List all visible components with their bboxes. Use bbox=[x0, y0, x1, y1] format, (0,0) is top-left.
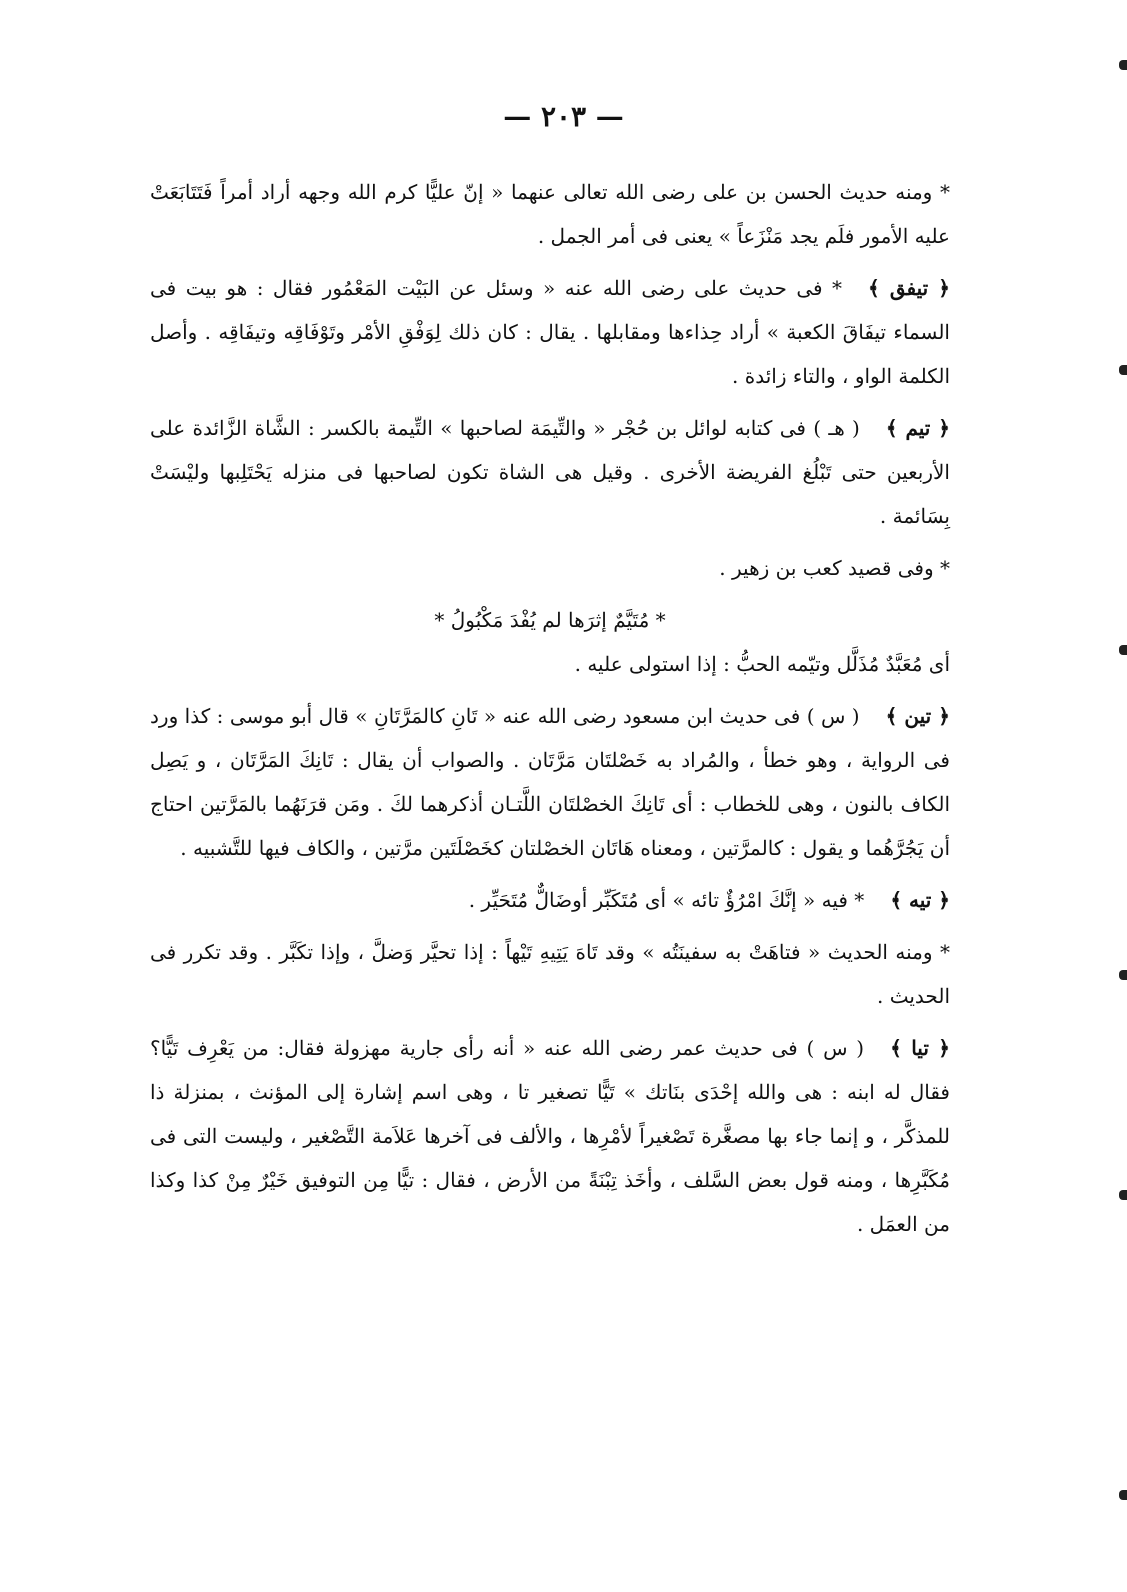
entry-paragraph bbox=[150, 930, 950, 1018]
page-number: — ٢٠٣ — bbox=[503, 100, 624, 133]
entry-text: ( هـ ) فى كتابه لوائل بن حُجْر « والتِّيمَة لصاحبها » التِّيمة بالكسر : الشَّاة الزَّائدة على الأربعين حتى تَبْلُغ الفريضة الأخرى . وقيل هى الشاة تكون لصاحبها فى منزله يَحْتَلِبها وليْسَتْ بِسَائمة . bbox=[150, 416, 950, 528]
entry-text: ( س ) فى حديث عمر رضى الله عنه « أنه رأى جارية مهزولة فقال: من يَعْرِف تَيًّا؟ فقال له ابنه : هى والله إحْدَى بنَاتك » تَيًّا تصغير تا ، وهى اسم إشارة إلى المؤنث ، بمنزلة ذا للمذكَّر ، و إنما جاء بها مصغَّرة تَصْغيراً لأمْرِها ، والألف فى آخرها عَلاَمة التَّصْغير ، وليست التى فى مُكَبَّرِها ، ومنه قول بعض السَّلف ، وأخَذ تِبْنَةً من الأرض ، فقال : تيًّا مِن التوفيق خَيْرٌ مِنْ كذا وكذا من العمَل . bbox=[150, 1036, 950, 1236]
entry-paragraph bbox=[150, 878, 950, 922]
entry-headword: ﴿ تيم ﴾ bbox=[885, 416, 950, 440]
entry-text: * ومنه حديث الحسن بن على رضى الله تعالى عنهما « إنّ عليًّا كرم الله وجهه أراد أمراً فَتَتَابَعَتْ عليه الأمور فلَم يجد مَنْزَعاً » يعنى فى أمر الجمل . bbox=[150, 180, 950, 248]
entry-paragraph bbox=[150, 694, 950, 870]
dictionary-text bbox=[150, 170, 950, 1254]
entry-headword: ﴿ تيه ﴾ bbox=[890, 888, 950, 912]
entry-text: أى مُعَبَّدٌ مُذَلَّل وتيّمه الحبُّ : إذا استولى عليه . bbox=[574, 652, 950, 676]
entry-text: ( س ) فى حديث ابن مسعود رضى الله عنه « تَانِ كالمَرَّتَانِ » قال أبو موسى : كذا ورد فى الرواية ، وهو خطأ ، والمُراد به خَصْلتَان مَرَّتَان . والصواب أن يقال : تَانِكَ المَرَّتَان ، و يَصِل الكاف بالنون ، وهى للخطاب : أى تَانِكَ الخصْلتَان اللَّتـان أذكرهما لكَ . ومَن قرَنَهُما بالمَرَّتين احتاج أن يَجُرَّهُما و يقول : كالمرَّتين ، ومعناه هَاتَان الخصْلتان كخَصْلَتَين مرَّتين ، والكاف فيها للتَّشبيه . bbox=[150, 704, 950, 860]
entry-paragraph bbox=[150, 266, 950, 398]
scan-edge-mark bbox=[1119, 645, 1127, 655]
entry-headword: ﴿ تيا ﴾ bbox=[890, 1036, 950, 1060]
entry-paragraph bbox=[150, 406, 950, 538]
scan-edge-mark bbox=[1119, 970, 1127, 980]
scan-edge-mark bbox=[1119, 1490, 1127, 1500]
entry-paragraph bbox=[150, 642, 950, 686]
entry-headword: ﴿ تين ﴾ bbox=[885, 704, 950, 728]
verse-line: * مُتَيَّمٌ إثرَها لم يُفْدَ مَكْبُولُ * bbox=[434, 608, 666, 632]
scan-edge-mark bbox=[1119, 60, 1127, 70]
entry-text: * ومنه الحديث « فتاهَتْ به سفينَتُه » وقد تَاهَ يَتِيهِ تَيْهاً : إذا تحيَّر وَضلَّ ، وإذا تكَبَّر . وقد تكرر فى الحديث . bbox=[150, 940, 950, 1008]
entry-text: * وفى قصيد كعب بن زهير . bbox=[719, 556, 950, 580]
entry-paragraph bbox=[150, 546, 950, 590]
entry-text: * فيه « إنَّكَ امْرُؤٌ تائه » أى مُتَكَبِّر أوضَالٌّ مُتَحَيِّر . bbox=[468, 888, 865, 912]
scan-edge-mark bbox=[1119, 1190, 1127, 1200]
entry-text: * فى حديث على رضى الله عنه « وسئل عن البَيْت المَعْمُور فقال : هو بيت فى السماء تيفَاقَ الكعبة » أراد حِذاءها ومقابلها . يقال : كان ذلك لِوَفْقِ الأمْر وتَوْفَاقِه وتيفَاقِه . وأصل الكلمة الواو ، والتاء زائدة . bbox=[150, 276, 950, 388]
entry-paragraph bbox=[150, 1026, 950, 1246]
scan-edge-mark bbox=[1119, 365, 1127, 375]
entry-headword: ﴿ تيفق ﴾ bbox=[868, 276, 950, 300]
entry-paragraph bbox=[150, 170, 950, 258]
